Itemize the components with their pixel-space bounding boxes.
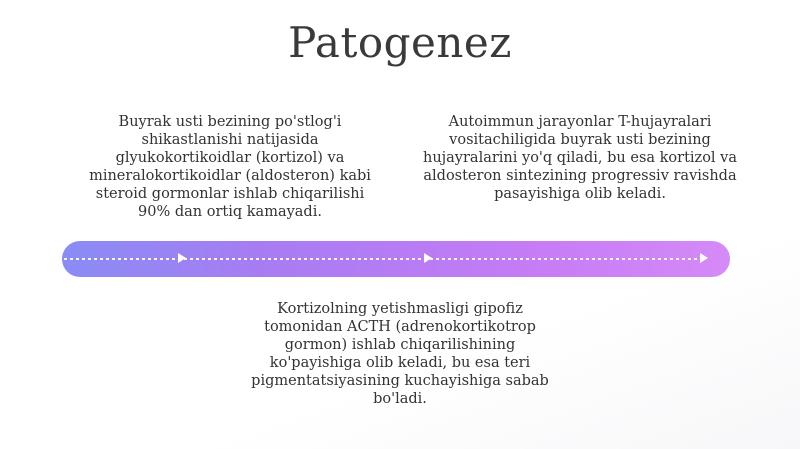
arrow-right-icon bbox=[700, 253, 708, 263]
pathogenesis-text-right: Autoimmun jarayonlar T-hujayralari vositachiligida buyrak usti bezining hujayralarini yo'q qiladi, bu esa kortizol va aldosteron sintezining progressiv ravishda pasayishiga olib keladi. bbox=[422, 114, 738, 202]
arrow-right-icon bbox=[178, 253, 186, 263]
pathogenesis-text-bottom: Kortizolning yetishmasligi gipofiz tomonidan ACTH (adrenokortikotrop gormon) ishlab chiqarilishining ko'payishiga olib keladi, bu esa teri pigmentatsiyasining kuchayishiga sabab bo'ladi. bbox=[251, 301, 549, 407]
arrow-right-icon bbox=[424, 253, 432, 263]
pathogenesis-text-left: Buyrak usti bezining po'stlog'i shikastlanishi natijasida glyukokortikoidlar (kortizol) va mineralokortikoidlar (aldosteron) kabi steroid gormonlar ishlab chiqarilishi 90% dan ortiq kamayadi. bbox=[89, 114, 371, 220]
slide-title: Patogenez bbox=[288, 18, 512, 67]
timeline-dashed-line bbox=[64, 258, 704, 260]
